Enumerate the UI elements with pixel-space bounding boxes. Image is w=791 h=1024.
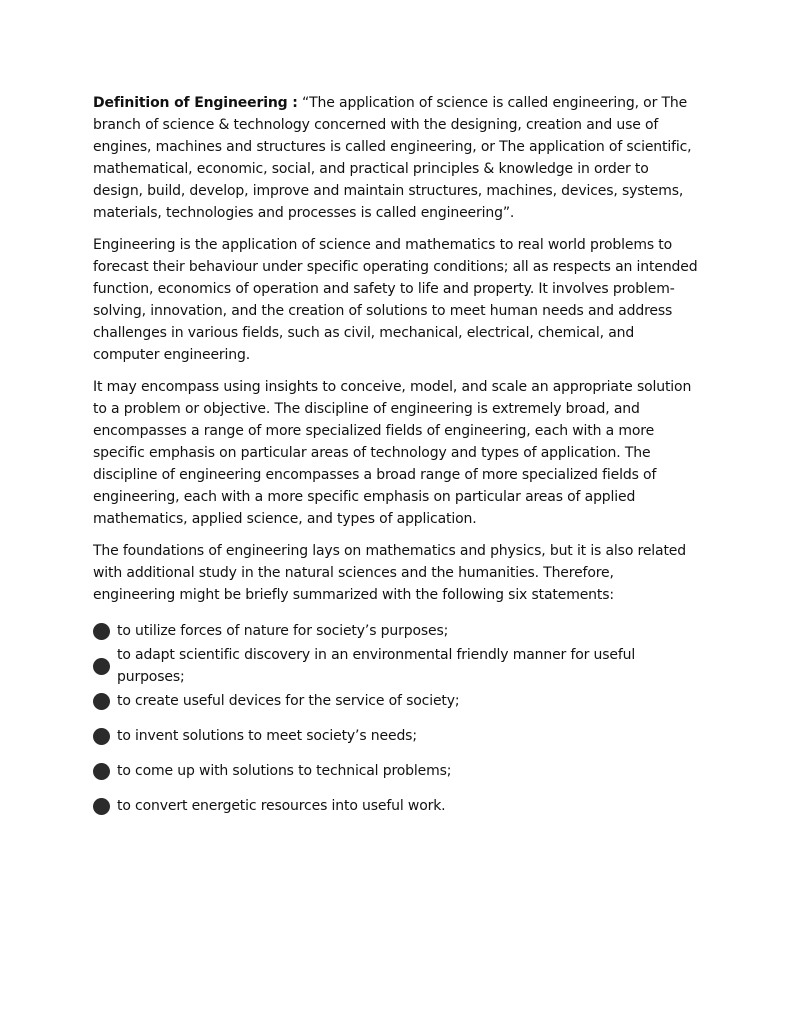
summary-statements-list [93, 620, 698, 817]
engineering-application-paragraph: Engineering is the application of science and mathematics to real world problems to forecast their behaviour under specific operating conditions; all as respects an intended function, economics of operation and safety to life and property. It involves problem-solving, innovation, and the creation of solutions to meet human needs and address challenges in various fields, such as civil, mechanical, electrical, chemical, and computer engineering. [93, 237, 698, 363]
list-item-text: to create useful devices for the service of society; [117, 693, 460, 709]
bullet-icon [93, 728, 110, 745]
list-item-text: to utilize forces of nature for society’s purposes; [117, 623, 449, 639]
list-item [93, 760, 698, 782]
list-item-text: to come up with solutions to technical problems; [117, 763, 452, 779]
list-item [93, 725, 698, 747]
list-item [93, 620, 698, 642]
bullet-icon [93, 798, 110, 815]
bullet-icon [93, 693, 110, 710]
engineering-foundations-paragraph: The foundations of engineering lays on mathematics and physics, but it is also related with additional study in the natural sciences and the humanities. Therefore, engineering might be briefly summarized with the following six statements: [93, 543, 687, 603]
bullet-icon [93, 763, 110, 780]
definition-paragraph [93, 92, 698, 224]
document-page [93, 92, 698, 830]
list-item-text: to invent solutions to meet society’s needs; [117, 728, 417, 744]
bullet-icon [93, 623, 110, 640]
definition-text: “The application of science is called engineering, or The branch of science & technology concerned with the designing, creation and use of engines, machines and structures is called engineering, or The application of scientific, mathematical, economic, social, and practical principles & knowledge in order to design, build, develop, improve and maintain structures, machines, devices, systems, materials, technologies and processes is called engineering”. [93, 95, 692, 221]
list-item [93, 690, 698, 712]
list-item [93, 647, 698, 685]
list-item-text: to adapt scientific discovery in an environmental friendly manner for useful purposes; [117, 647, 636, 685]
definition-term: Definition of Engineering : [93, 95, 298, 111]
bullet-icon [93, 658, 110, 675]
list-item [93, 795, 698, 817]
list-item-text: to convert energetic resources into useful work. [117, 798, 446, 814]
engineering-scope-paragraph: It may encompass using insights to conceive, model, and scale an appropriate solution to a problem or objective. The discipline of engineering is extremely broad, and encompasses a range of more specialized fields of engineering, each with a more specific emphasis on particular areas of technology and types of application. The discipline of engineering encompasses a broad range of more specialized fields of engineering, each with a more specific emphasis on particular areas of applied mathematics, applied science, and types of application. [93, 379, 692, 527]
